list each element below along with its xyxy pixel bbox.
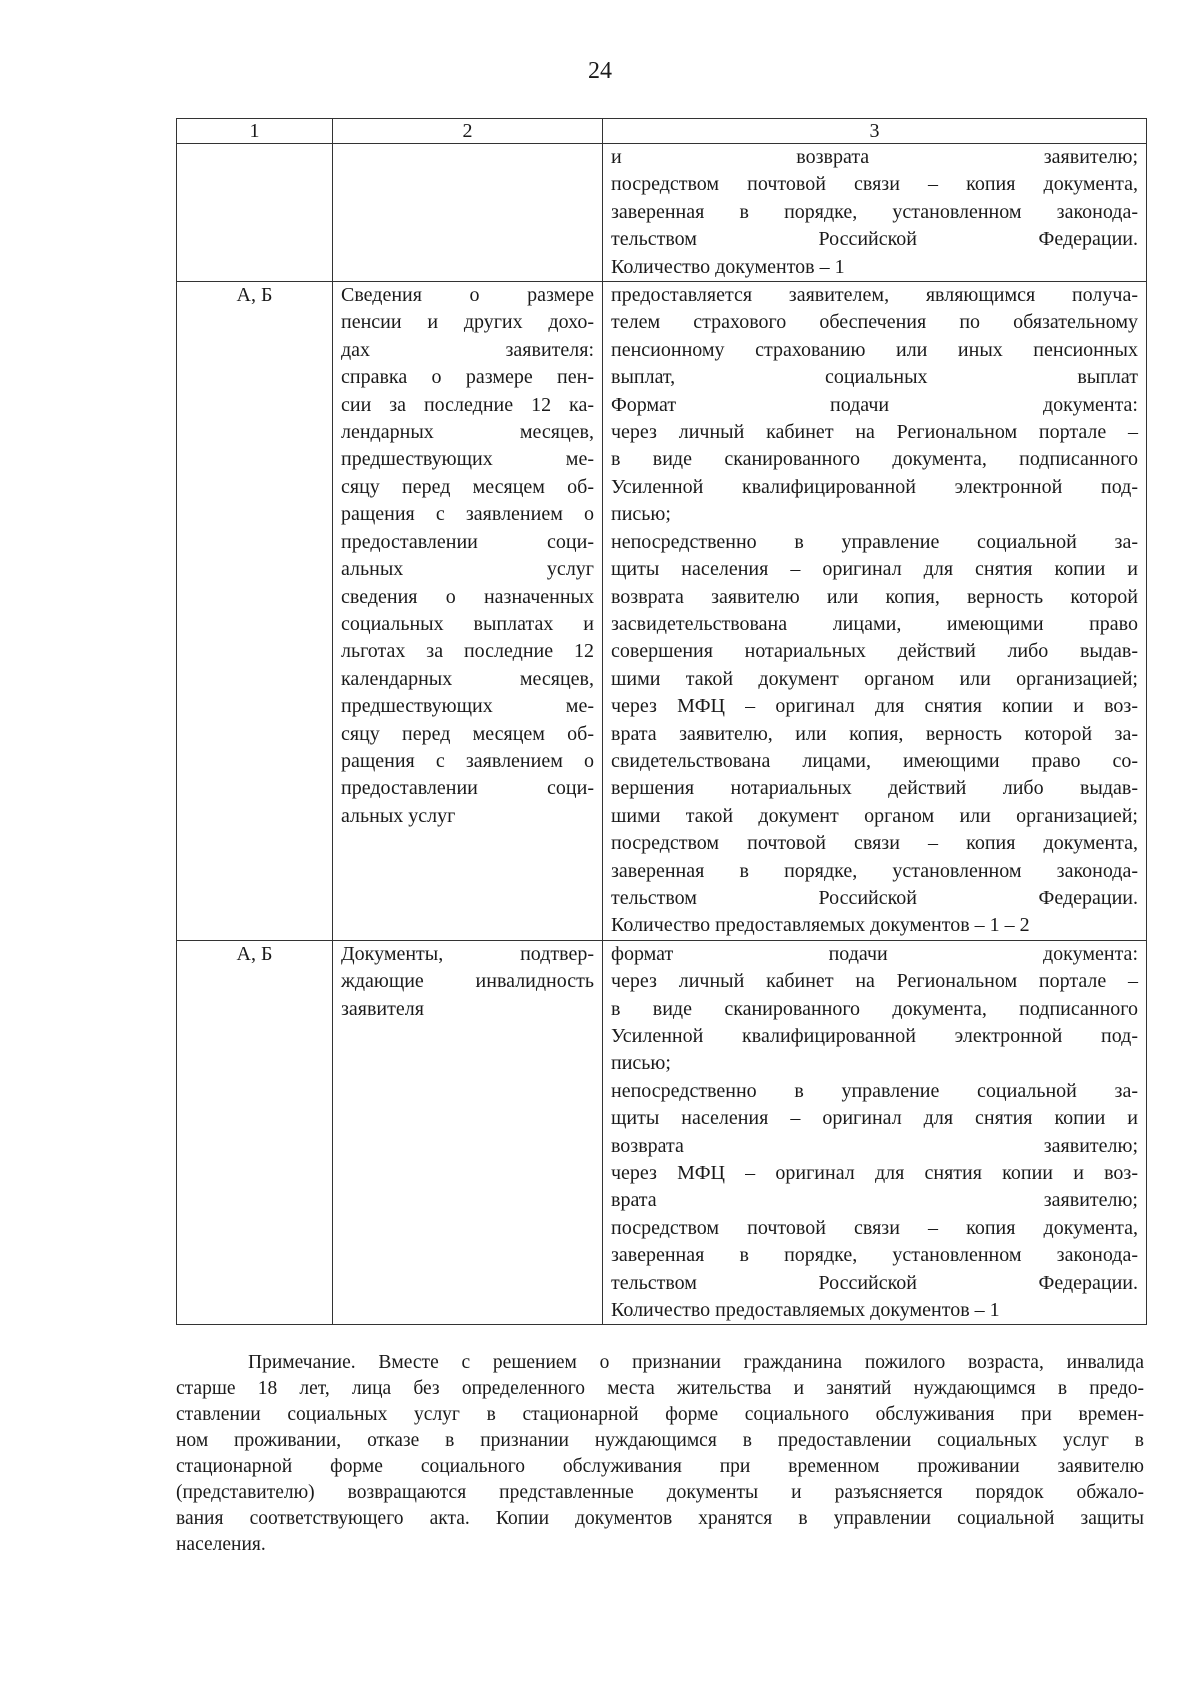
text-line: Формат подачи документа: xyxy=(611,393,1138,416)
text-line: возврата заявителю или копия, верность которой xyxy=(611,585,1138,608)
text-line: тельством Российской Федерации. xyxy=(611,886,1138,909)
text-line: льготах за последние 12 xyxy=(341,640,594,663)
text-line: альных услуг xyxy=(341,804,456,827)
text-line: календарных месяцев, xyxy=(341,667,594,690)
row-submission-details-cell xyxy=(603,940,1147,1325)
text-line: через личный кабинет на Региональном портале – xyxy=(611,970,1138,993)
text-line: ставлении социальных услуг в стационарной форме социального обслуживания при времен- xyxy=(176,1404,1144,1425)
text-line: в виде сканированного документа, подписанного xyxy=(611,448,1138,471)
documents-table xyxy=(176,118,1147,1325)
text-line: выплат, социальных выплат xyxy=(611,366,1138,389)
text-line: непосредственно в управление социальной за- xyxy=(611,530,1138,553)
table-row xyxy=(177,940,1147,1325)
text-line: заверенная в порядке, установленном законода- xyxy=(611,859,1138,882)
text-line: через МФЦ – оригинал для снятия копии и воз- xyxy=(611,1162,1138,1185)
text-line: заверенная в порядке, установленном законода- xyxy=(611,1244,1138,1267)
text-line: сии за последние 12 ка- xyxy=(341,393,594,416)
row-document-name-cell xyxy=(333,940,603,1325)
text-line: справка о размере пен- xyxy=(341,366,594,389)
text-line: возврата заявителю; xyxy=(611,1134,1138,1157)
text-line: щиты населения – оригинал для снятия копии и xyxy=(611,1107,1138,1130)
row-submission-details-cell xyxy=(603,282,1147,941)
text-line: через личный кабинет на Региональном портале – xyxy=(611,421,1138,444)
text-line: шими такой документ органом или организацией; xyxy=(611,804,1138,827)
text-line: стационарной форме социального обслуживания при временном проживании заявителю xyxy=(176,1456,1144,1477)
text-line: Количество предоставляемых документов – 1 – 2 xyxy=(611,914,1030,937)
text-line: посредством почтовой связи – копия документа, xyxy=(611,832,1138,855)
table-header-row xyxy=(177,119,1147,144)
row-document-name-cell xyxy=(333,144,603,282)
text-line: врата заявителю; xyxy=(611,1189,1138,1212)
text-line: дах заявителя: xyxy=(341,338,594,361)
text-line: и возврата заявителю; xyxy=(611,146,1138,168)
column-header-2: 2 xyxy=(333,119,603,144)
text-line: населения. xyxy=(176,1534,266,1555)
note-paragraph xyxy=(176,1350,1144,1558)
text-line: ждающие инвалидность xyxy=(341,970,594,993)
text-line: альных услуг xyxy=(341,558,594,581)
text-line: телем страхового обеспечения по обязательному xyxy=(611,311,1138,334)
column-header-1: 1 xyxy=(177,119,333,144)
text-line: врата заявителю, или копия, верность которой за- xyxy=(611,722,1138,745)
text-line: старше 18 лет, лица без определенного места жительства и занятий нуждающимся в предо- xyxy=(176,1378,1144,1399)
text-line: социальных выплатах и xyxy=(341,612,594,635)
text-line: писью; xyxy=(611,1052,671,1075)
text-line: предоставлении соци- xyxy=(341,530,594,553)
text-line: Сведения о размере xyxy=(341,284,594,307)
text-line: Документы, подтвер- xyxy=(341,942,594,965)
column-header-3: 3 xyxy=(603,119,1147,144)
text-line: лендарных месяцев, xyxy=(341,421,594,444)
text-line: Примечание. Вместе с решением о признании гражданина пожилого возраста, инвалида xyxy=(248,1352,1144,1373)
text-line: сяцу перед месяцем об- xyxy=(341,722,594,745)
text-line: предшествующих ме- xyxy=(341,695,594,718)
text-line: формат подачи документа: xyxy=(611,942,1138,965)
text-line: тельством Российской Федерации. xyxy=(611,228,1138,251)
row-category-cell: А, Б xyxy=(177,282,333,941)
text-line: вания соответствующего акта. Копии документов хранятся в управлении социальной защиты xyxy=(176,1508,1144,1529)
text-line: предоставляется заявителем, являющимся получа- xyxy=(611,284,1138,307)
text-line: сведения о назначенных xyxy=(341,585,594,608)
row-category-cell xyxy=(177,144,333,282)
text-line: посредством почтовой связи – копия документа, xyxy=(611,173,1138,196)
text-line: писью; xyxy=(611,503,671,526)
text-line: пенсии и других дохо- xyxy=(341,311,594,334)
text-line: (представителю) возвращаются представленные документы и разъясняется порядок обжало- xyxy=(176,1482,1144,1503)
text-line: Усиленной квалифицированной электронной под- xyxy=(611,475,1138,498)
text-line: непосредственно в управление социальной за- xyxy=(611,1079,1138,1102)
text-line: в виде сканированного документа, подписанного xyxy=(611,997,1138,1020)
text-line: Количество документов – 1 xyxy=(611,255,845,278)
text-line: сяцу перед месяцем об- xyxy=(341,475,594,498)
text-line: ращения с заявлением о xyxy=(341,749,594,772)
text-line: щиты населения – оригинал для снятия копии и xyxy=(611,558,1138,581)
text-line: шими такой документ органом или организацией; xyxy=(611,667,1138,690)
text-line: пенсионному страхованию или иных пенсионных xyxy=(611,338,1138,361)
row-submission-details-cell xyxy=(603,144,1147,282)
text-line: посредством почтовой связи – копия документа, xyxy=(611,1216,1138,1239)
table-row xyxy=(177,144,1147,282)
page-number: 24 xyxy=(588,58,612,84)
text-line: тельством Российской Федерации. xyxy=(611,1271,1138,1294)
text-line: засвидетельствована лицами, имеющими право xyxy=(611,612,1138,635)
text-line: совершения нотариальных действий либо выдав- xyxy=(611,640,1138,663)
text-line: предоставлении соци- xyxy=(341,777,594,800)
row-category-cell: А, Б xyxy=(177,940,333,1325)
text-line: Усиленной квалифицированной электронной под- xyxy=(611,1025,1138,1047)
row-document-name-cell xyxy=(333,282,603,941)
text-line: ращения с заявлением о xyxy=(341,503,594,526)
text-line: ном проживании, отказе в признании нуждающимся в предоставлении социальных услуг в xyxy=(176,1430,1144,1451)
text-line: через МФЦ – оригинал для снятия копии и воз- xyxy=(611,695,1138,718)
table-row xyxy=(177,282,1147,941)
text-line: заверенная в порядке, установленном законода- xyxy=(611,200,1138,223)
text-line: заявителя xyxy=(341,997,424,1020)
text-line: свидетельствована лицами, имеющими право со- xyxy=(611,749,1138,772)
text-line: вершения нотариальных действий либо выдав- xyxy=(611,777,1138,800)
text-line: Количество предоставляемых документов – 1 xyxy=(611,1299,1000,1322)
text-line: предшествующих ме- xyxy=(341,448,594,471)
